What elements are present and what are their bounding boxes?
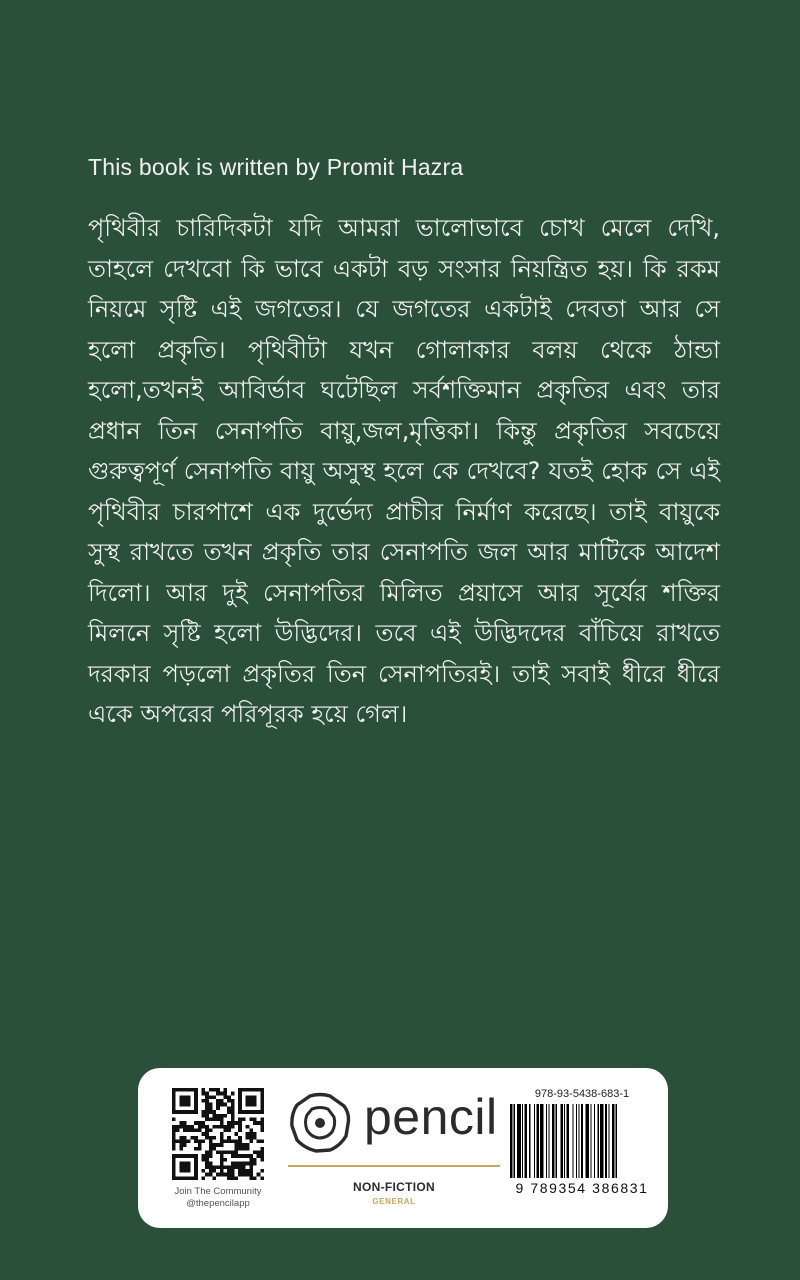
social-handle: @thepencilapp (186, 1198, 250, 1209)
publisher-panel (138, 1068, 668, 1228)
book-blurb: পৃথিবীর চারিদিকটা যদি আমরা ভালোভাবে চোখ মেলে দেখি, তাহলে দেখবো কি ভাবে একটা বড় সংসার নিয়ন্ত্রিত হয়। কি রকম নিয়মে সৃষ্টি এই জগতের। যে জগতের একটাই দেবতা আর সে হলো প্রকৃতি। পৃথিবীটা যখন গোলাকার বলয় থেকে ঠান্ডা হলো,তখনই আবির্ভাব ঘটেছিল সর্বশক্তিমান প্রকৃতির এবং তার প্রধান তিন সেনাপতি বায়ু,জল,মৃত্তিকা। কিন্তু প্রকৃতির সবচেয়ে গুরুত্বপূর্ণ সেনাপতি বায়ু অসুস্থ হলে কে দেখবে? যতই হোক সে এই পৃথিবীর চারপাশে এক দুর্ভেদ্য প্রাচীর নির্মাণ করেছে। তাই বায়ুকে সুস্থ রাখতে তখন প্রকৃতি তার সেনাপতি জল আর মাটিকে আদেশ দিলো। আর দুই সেনাপতির মিলিত প্রয়াসে আর সূর্যের শক্তির মিলনে সৃষ্টি হলো উদ্ভিদের। তবে এই উদ্ভিদদের বাঁচিয়ে রাখতে দরকার পড়লো প্রকৃতির তিন সেনাপতিরই। তাই সবাই ধীরে ধীরে একে অপরের পরিপূরক হয়ে গেল। (88, 214, 720, 728)
genre-label: NON-FICTION (353, 1180, 435, 1194)
brand-name: pencil (364, 1089, 498, 1145)
divider (288, 1165, 500, 1167)
barcode-icon (508, 1104, 658, 1178)
community-text (152, 1186, 284, 1210)
qr-code-icon[interactable] (172, 1088, 264, 1180)
pencil-logo-icon (288, 1092, 352, 1154)
barcode-digits: 9 789354 386831 (515, 1180, 649, 1196)
isbn-number: 978-93-5438-683-1 (534, 1088, 630, 1100)
author-line: This book is written by Promit Hazra (88, 154, 464, 180)
join-community-label: Join The Community (174, 1186, 262, 1197)
subgenre-label: GENERAL (372, 1197, 416, 1206)
